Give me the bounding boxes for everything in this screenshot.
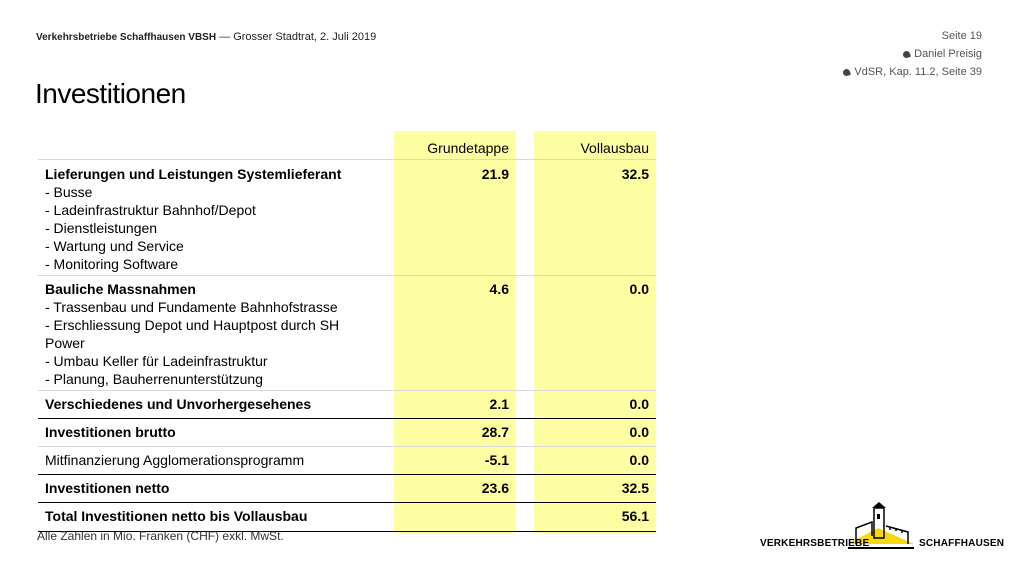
grundetappe-value: 23.6 xyxy=(481,480,509,496)
row-label-block xyxy=(45,423,375,441)
table-row xyxy=(38,391,656,417)
vollausbau-value: 32.5 xyxy=(621,166,649,182)
row-label-block xyxy=(45,165,375,273)
table-row xyxy=(38,447,656,473)
page-number: Seite 19 xyxy=(941,30,982,42)
row-label-block xyxy=(45,395,375,413)
row-label: Verschiedenes und Unvorhergesehenes xyxy=(45,396,312,412)
speech-bubble-icon xyxy=(902,50,911,59)
table-header-row xyxy=(38,131,656,159)
row-item: - Ladeinfrastruktur Bahnhof/Depot xyxy=(45,202,256,218)
vbsh-logo xyxy=(760,500,1005,552)
row-label: Investitionen brutto xyxy=(45,424,176,440)
table-row xyxy=(38,276,656,388)
row-divider xyxy=(38,159,656,160)
row-label: Lieferungen und Leistungen Systemlieferant xyxy=(45,166,342,182)
page-title: Investitionen xyxy=(35,78,186,109)
grundetappe-value: 21.9 xyxy=(481,166,509,182)
row-item: - Planung, Bauherrenunterstützung xyxy=(45,371,263,387)
footnote: Alle Zahlen in Mio. Franken (CHF) exkl. MwSt. xyxy=(37,529,284,543)
author-line xyxy=(843,45,982,63)
column-header-grundetappe: Grundetappe xyxy=(427,140,509,156)
column-header-vollausbau: Vollausbau xyxy=(580,140,649,156)
row-item: - Busse xyxy=(45,184,93,200)
row-item: - Erschliessung Depot und Hauptpost durch SH xyxy=(45,317,340,333)
logo-text-right: SCHAFFHAUSEN xyxy=(919,538,1005,549)
row-label-block xyxy=(45,280,375,388)
row-item: Power xyxy=(45,335,85,351)
row-label-block xyxy=(45,451,375,469)
header-separator: — xyxy=(219,31,231,43)
vollausbau-value: 32.5 xyxy=(621,480,649,496)
logo-text-left: VERKEHRSBETRIEBE xyxy=(760,538,870,549)
row-item: - Dienstleistungen xyxy=(45,220,158,236)
author-name: Daniel Preisig xyxy=(914,48,982,60)
vollausbau-value: 0.0 xyxy=(629,424,649,440)
row-label: Investitionen netto xyxy=(45,480,170,496)
grundetappe-value: 2.1 xyxy=(489,396,509,412)
slide-meta xyxy=(843,27,982,81)
row-label: Mitfinanzierung Agglomerationsprogramm xyxy=(45,452,305,468)
row-item: - Monitoring Software xyxy=(45,256,179,272)
vollausbau-value: 0.0 xyxy=(629,396,649,412)
vollausbau-value: 56.1 xyxy=(621,508,649,524)
reference-text: VdSR, Kap. 11.2, Seite 39 xyxy=(854,66,982,78)
table-row xyxy=(38,161,656,273)
vollausbau-value: 0.0 xyxy=(629,452,649,468)
reference-line xyxy=(843,63,982,81)
row-label: Total Investitionen netto bis Vollausbau xyxy=(45,508,308,524)
row-label: Bauliche Massnahmen xyxy=(45,281,196,297)
row-label-block xyxy=(45,479,375,497)
row-label-block xyxy=(45,507,375,525)
org-name: Verkehrsbetriebe Schaffhausen VBSH xyxy=(36,32,217,43)
speech-bubble-icon xyxy=(842,68,851,77)
grundetappe-value: 4.6 xyxy=(489,281,509,297)
grundetappe-value: 28.7 xyxy=(481,424,509,440)
table-row xyxy=(38,475,656,501)
header-line xyxy=(36,31,376,43)
event-name: Grosser Stadtrat, 2. Juli 2019 xyxy=(233,31,377,43)
row-item: - Trassenbau und Fundamente Bahnhofstrasse xyxy=(45,299,338,315)
vollausbau-value: 0.0 xyxy=(629,281,649,297)
table-row xyxy=(38,419,656,445)
table-row xyxy=(38,503,656,531)
row-item: - Wartung und Service xyxy=(45,238,184,254)
row-item: - Umbau Keller für Ladeinfrastruktur xyxy=(45,353,268,369)
grundetappe-value: -5.1 xyxy=(484,452,509,468)
